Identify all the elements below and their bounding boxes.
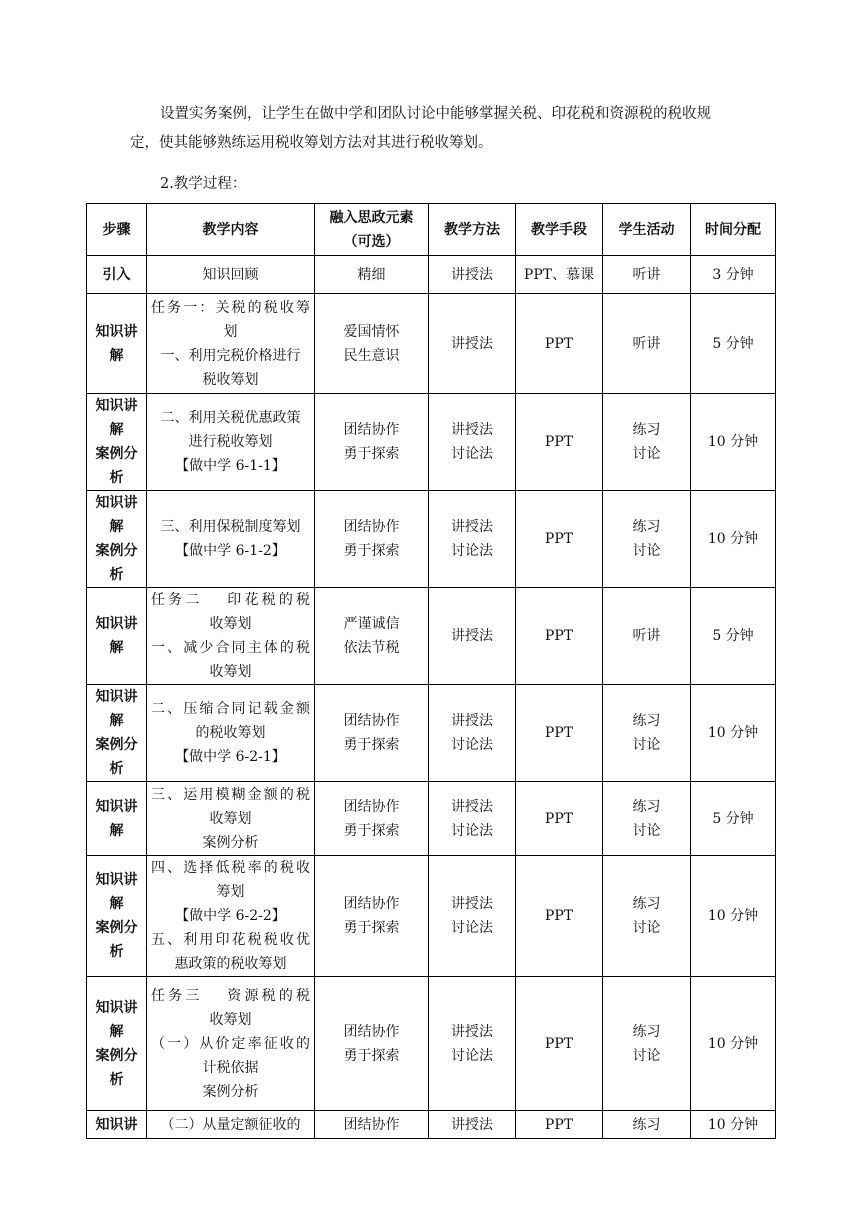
- content-line: 二、利用关税优惠政策: [160, 410, 301, 426]
- step-line: 解: [109, 713, 124, 729]
- time-cell: 5 分钟: [691, 782, 776, 856]
- time-cell: 10 分钟: [691, 977, 776, 1111]
- activity-line: 讨论: [632, 920, 661, 936]
- ideology-cell: [315, 1111, 429, 1139]
- process-heading: 2.教学过程：: [160, 176, 247, 192]
- time-cell: 5 分钟: [691, 294, 776, 394]
- ideology-line: 勇于探索: [343, 920, 400, 936]
- activity-cell: [603, 685, 691, 782]
- table-row: [87, 1111, 776, 1139]
- ideology-line: 勇于探索: [343, 1047, 400, 1064]
- content-line: 任务二 印花税的税: [151, 592, 310, 608]
- content-cell: [147, 294, 315, 394]
- method-line: 讲授法: [451, 713, 493, 729]
- content-line: 二、压缩合同记载金额: [151, 701, 310, 717]
- step-cell: [87, 588, 147, 685]
- content-line: （一）从价定率征收的: [151, 1035, 310, 1052]
- content-line: 惠政策的税收筹划: [174, 956, 287, 972]
- activity-cell: [603, 588, 691, 685]
- step-line: 解: [109, 422, 124, 438]
- ideology-cell: [315, 491, 429, 588]
- header-means: 教学手段: [516, 204, 603, 256]
- means-line: PPT: [544, 810, 574, 827]
- method-line: 讲授法: [451, 896, 493, 912]
- ideology-line: 依法节税: [343, 640, 400, 656]
- time-cell: 3 分钟: [691, 256, 776, 294]
- step-cell: [87, 1111, 147, 1139]
- activity-line: 听讲: [632, 335, 661, 352]
- method-line: 讲授法: [451, 628, 493, 644]
- step-cell: [87, 977, 147, 1111]
- table-header-row: [87, 204, 776, 256]
- means-line: PPT、慕课: [523, 266, 595, 283]
- step-line: 知识讲: [95, 1116, 138, 1133]
- content-line: 三、利用保税制度筹划: [160, 519, 301, 535]
- step-line: 引入: [102, 266, 131, 283]
- activity-cell: [603, 782, 691, 856]
- method-line: 讲授法: [451, 798, 493, 815]
- header-time: 时间分配: [691, 204, 776, 256]
- activity-line: 练习: [632, 798, 661, 815]
- content-line: 【做中学 6-2-1】: [175, 749, 286, 765]
- time-cell: 10 分钟: [691, 856, 776, 977]
- means-line: PPT: [544, 335, 574, 352]
- step-line: 析: [109, 944, 124, 960]
- content-line: 一、利用完税价格进行: [160, 347, 301, 364]
- header-step: 步骤: [87, 204, 147, 256]
- content-line: 进行税收筹划: [188, 434, 273, 450]
- means-cell: [516, 394, 603, 491]
- ideology-cell: [315, 782, 429, 856]
- activity-cell: [603, 977, 691, 1111]
- content-line: 收筹划: [209, 616, 252, 632]
- activity-line: 练习: [632, 1023, 661, 1040]
- ideology-line: 严谨诚信: [343, 616, 400, 632]
- step-line: 解: [109, 640, 124, 656]
- table-row: [87, 294, 776, 394]
- means-line: PPT: [544, 531, 574, 547]
- method-cell: [429, 782, 516, 856]
- step-cell: [87, 294, 147, 394]
- content-line: 三、运用模糊金额的税: [151, 786, 310, 803]
- time-cell: 10 分钟: [691, 491, 776, 588]
- step-line: 知识讲: [95, 798, 138, 815]
- ideology-cell: [315, 977, 429, 1111]
- step-line: 解: [109, 519, 124, 535]
- activity-line: 练习: [632, 713, 661, 729]
- activity-line: 讨论: [632, 543, 661, 559]
- means-line: PPT: [544, 628, 574, 644]
- content-line: 任务三 资源税的税: [151, 987, 310, 1004]
- method-line: 讨论法: [451, 920, 493, 936]
- ideology-line: 团结协作: [343, 713, 400, 729]
- content-line: 案例分析: [202, 1083, 259, 1100]
- ideology-line: 精细: [357, 266, 386, 283]
- means-line: PPT: [544, 725, 574, 741]
- content-cell: [147, 685, 315, 782]
- step-line: 知识讲: [95, 398, 138, 414]
- step-line: 析: [109, 761, 124, 777]
- step-cell: [87, 782, 147, 856]
- intro-line-1: 设置实务案例，让学生在做中学和团队讨论中能够掌握关税、印花税和资源税的税收规: [160, 106, 711, 122]
- content-cell: [147, 394, 315, 491]
- ideology-line: 团结协作: [343, 896, 400, 912]
- method-cell: [429, 294, 516, 394]
- step-line: 解: [109, 347, 124, 364]
- activity-line: 练习: [632, 896, 661, 912]
- step-line: 知识讲: [95, 999, 138, 1016]
- means-cell: [516, 294, 603, 394]
- means-cell: [516, 685, 603, 782]
- ideology-cell: [315, 256, 429, 294]
- ideology-line: 团结协作: [343, 1116, 400, 1133]
- method-line: 讲授法: [451, 266, 493, 283]
- teaching-process-table: [86, 203, 776, 1139]
- step-line: 案例分: [95, 737, 138, 753]
- content-cell: [147, 588, 315, 685]
- header-ideology-line: （可选）: [343, 233, 400, 250]
- activity-line: 练习: [632, 422, 661, 438]
- activity-line: 听讲: [632, 266, 661, 283]
- step-line: 析: [109, 470, 124, 486]
- means-cell: [516, 588, 603, 685]
- step-cell: [87, 491, 147, 588]
- content-line: 【做中学 6-2-2】: [175, 908, 286, 924]
- content-line: 计税依据: [202, 1059, 259, 1076]
- table-row: [87, 491, 776, 588]
- step-line: 案例分: [95, 446, 138, 462]
- activity-line: 听讲: [632, 628, 661, 644]
- method-line: 讲授法: [451, 1116, 493, 1133]
- ideology-line: 团结协作: [343, 422, 400, 438]
- content-line: 一、减少合同主体的税: [151, 640, 310, 656]
- method-cell: [429, 685, 516, 782]
- step-line: 知识讲: [95, 495, 138, 511]
- method-cell: [429, 256, 516, 294]
- activity-cell: [603, 1111, 691, 1139]
- content-line: 的税收筹划: [195, 725, 266, 741]
- content-line: 收筹划: [209, 810, 252, 827]
- method-cell: [429, 1111, 516, 1139]
- step-line: 案例分: [95, 920, 138, 936]
- step-line: 知识讲: [95, 872, 138, 888]
- method-line: 讨论法: [451, 446, 493, 462]
- ideology-line: 勇于探索: [343, 822, 400, 839]
- time-cell: 5 分钟: [691, 588, 776, 685]
- content-line: 四、选择低税率的税收: [151, 860, 310, 876]
- method-line: 讲授法: [451, 1023, 493, 1040]
- method-cell: [429, 588, 516, 685]
- means-cell: [516, 856, 603, 977]
- method-line: 讨论法: [451, 1047, 493, 1064]
- step-line: 解: [109, 896, 124, 912]
- content-cell: [147, 782, 315, 856]
- activity-line: 讨论: [632, 1047, 661, 1064]
- means-cell: [516, 1111, 603, 1139]
- content-line: 【做中学 6-1-1】: [175, 458, 286, 474]
- content-line: 【做中学 6-1-2】: [175, 543, 286, 559]
- activity-line: 练习: [632, 519, 661, 535]
- ideology-cell: [315, 294, 429, 394]
- ideology-line: 勇于探索: [343, 737, 400, 753]
- step-line: 析: [109, 1071, 124, 1088]
- content-cell: [147, 256, 315, 294]
- step-line: 解: [109, 822, 124, 839]
- content-line: 税收筹划: [202, 371, 259, 388]
- ideology-line: 爱国情怀: [343, 323, 400, 340]
- header-content: 教学内容: [147, 204, 315, 256]
- means-line: PPT: [544, 1116, 574, 1133]
- content-line: 收筹划: [209, 1011, 252, 1028]
- ideology-cell: [315, 856, 429, 977]
- activity-cell: [603, 394, 691, 491]
- content-line: 五、利用印花税税收优: [151, 932, 310, 948]
- step-cell: [87, 685, 147, 782]
- means-cell: [516, 782, 603, 856]
- means-cell: [516, 491, 603, 588]
- method-line: 讨论法: [451, 737, 493, 753]
- header-activity: 学生活动: [603, 204, 691, 256]
- step-line: 知识讲: [95, 689, 138, 705]
- header-method: 教学方法: [429, 204, 516, 256]
- activity-line: 讨论: [632, 446, 661, 462]
- method-line: 讲授法: [451, 422, 493, 438]
- content-line: 任务一：关税的税收筹: [151, 299, 310, 316]
- step-line: 知识讲: [95, 616, 138, 632]
- table-row: [87, 588, 776, 685]
- table-row: [87, 394, 776, 491]
- activity-cell: [603, 856, 691, 977]
- content-line: 案例分析: [202, 834, 259, 851]
- content-line: 筹划: [216, 884, 245, 900]
- method-cell: [429, 977, 516, 1111]
- means-cell: [516, 256, 603, 294]
- table-row: [87, 782, 776, 856]
- step-line: 知识讲: [95, 323, 138, 340]
- method-line: 讨论法: [451, 822, 493, 839]
- ideology-cell: [315, 685, 429, 782]
- step-line: 解: [109, 1023, 124, 1040]
- ideology-line: 勇于探索: [343, 543, 400, 559]
- time-cell: 10 分钟: [691, 394, 776, 491]
- step-cell: [87, 856, 147, 977]
- step-line: 案例分: [95, 1047, 138, 1064]
- step-cell: [87, 256, 147, 294]
- content-line: 划: [223, 323, 238, 340]
- ideology-line: 团结协作: [343, 519, 400, 535]
- method-cell: [429, 394, 516, 491]
- method-cell: [429, 856, 516, 977]
- time-cell: 10 分钟: [691, 685, 776, 782]
- ideology-line: 民生意识: [343, 347, 400, 364]
- content-line: 知识回顾: [202, 266, 259, 283]
- content-line: 收筹划: [209, 664, 252, 680]
- activity-line: 练习: [632, 1116, 661, 1133]
- ideology-cell: [315, 588, 429, 685]
- table-row: [87, 977, 776, 1111]
- activity-cell: [603, 491, 691, 588]
- step-line: 案例分: [95, 543, 138, 559]
- means-line: PPT: [544, 1035, 574, 1052]
- content-line: （二）从量定额征收的: [160, 1116, 301, 1133]
- content-cell: [147, 856, 315, 977]
- ideology-cell: [315, 394, 429, 491]
- method-line: 讲授法: [451, 519, 493, 535]
- content-cell: [147, 977, 315, 1111]
- activity-cell: [603, 294, 691, 394]
- step-cell: [87, 394, 147, 491]
- content-cell: [147, 1111, 315, 1139]
- means-line: PPT: [544, 908, 574, 924]
- method-cell: [429, 491, 516, 588]
- content-cell: [147, 491, 315, 588]
- means-line: PPT: [544, 434, 574, 450]
- method-line: 讨论法: [451, 543, 493, 559]
- means-cell: [516, 977, 603, 1111]
- header-ideology-line: 融入思政元素: [329, 209, 414, 226]
- header-ideology: [315, 204, 429, 256]
- method-line: 讲授法: [451, 335, 493, 352]
- step-line: 析: [109, 567, 124, 583]
- table-row: [87, 856, 776, 977]
- table-row: [87, 685, 776, 782]
- activity-line: 讨论: [632, 737, 661, 753]
- activity-cell: [603, 256, 691, 294]
- time-cell: 10 分钟: [691, 1111, 776, 1139]
- ideology-line: 团结协作: [343, 798, 400, 815]
- table-row: [87, 256, 776, 294]
- ideology-line: 团结协作: [343, 1023, 400, 1040]
- intro-line-2: 定，使其能够熟练运用税收筹划方法对其进行税收筹划。: [130, 135, 493, 151]
- activity-line: 讨论: [632, 822, 661, 839]
- ideology-line: 勇于探索: [343, 446, 400, 462]
